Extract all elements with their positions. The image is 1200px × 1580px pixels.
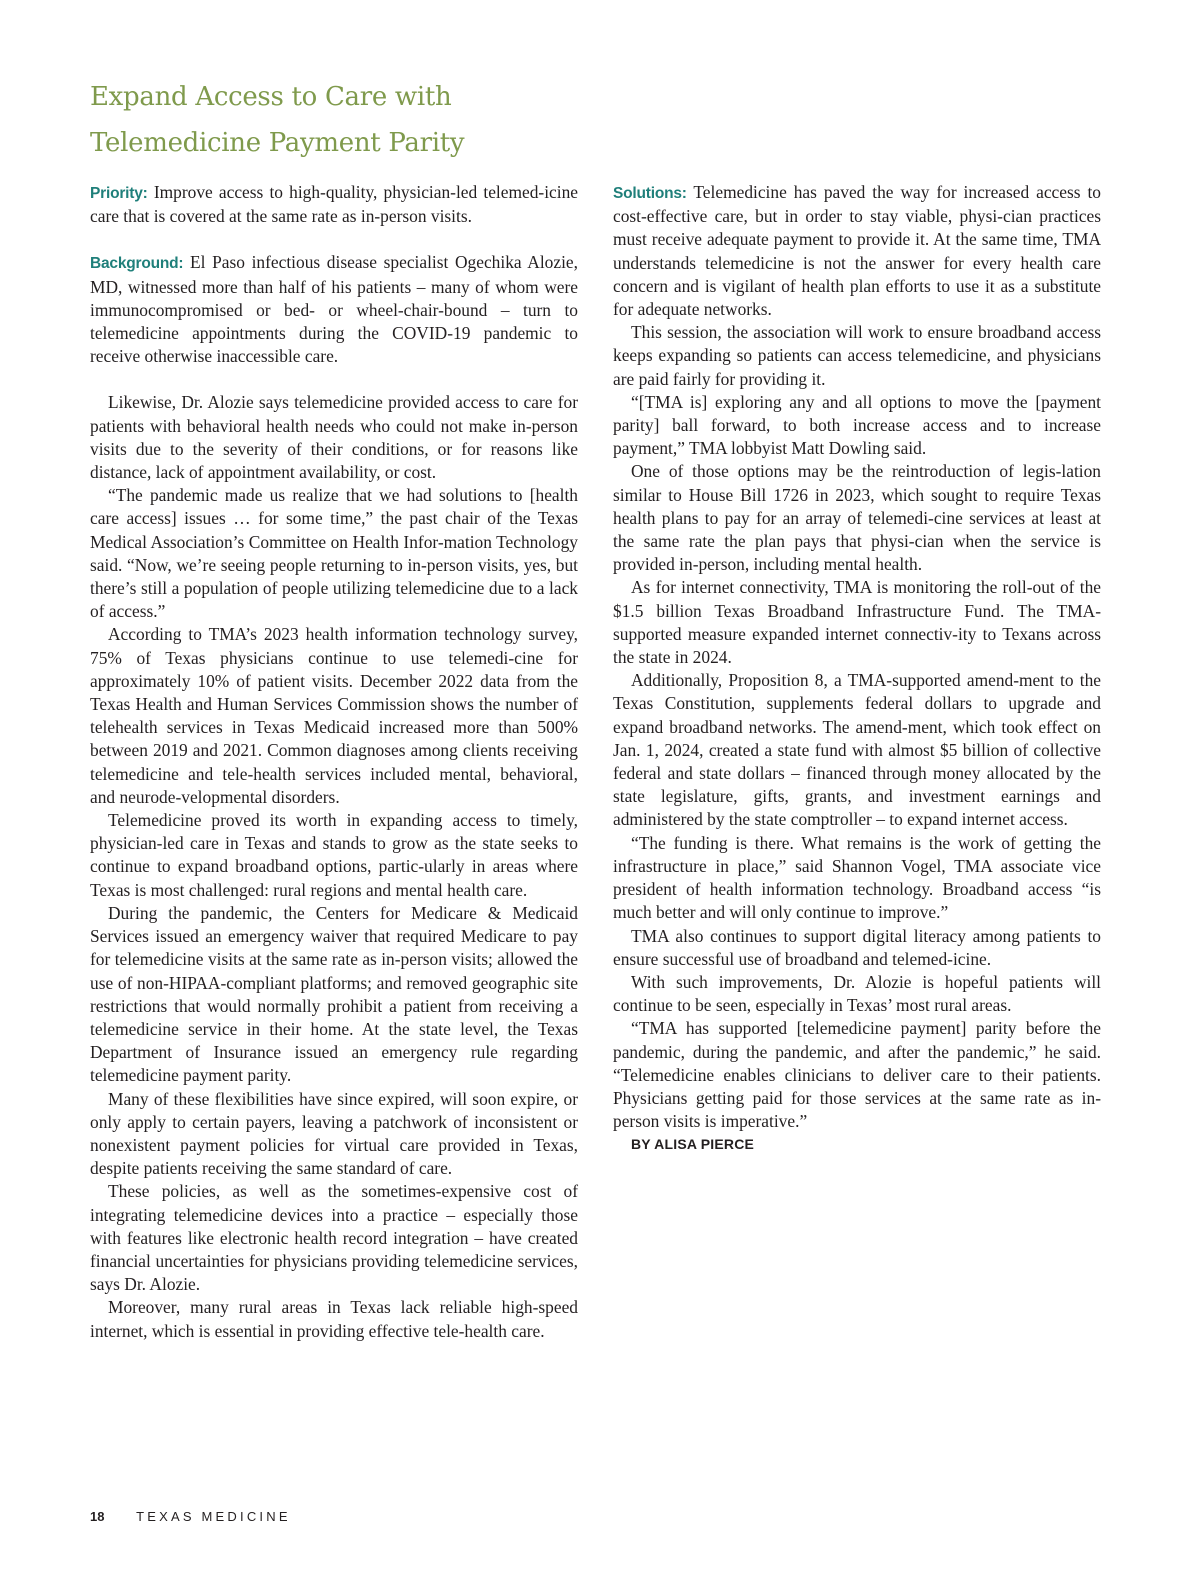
body-paragraph: “The pandemic made us realize that we had solutions to [health care access] issues … for some time,” the past chair of the Texas Medical Association’s Committee on Health Infor-mation Technology said. “Now, we’re seeing people returning to in-person visits, yes, but there’s still a population of people utilizing telemedicine due to a lack of access.” xyxy=(90,485,578,622)
body-paragraph: Likewise, Dr. Alozie says telemedicine provided access to care for patients with behavioral health needs who could not make in-person visits due to the severity of their conditions, or for reasons like distance, lack of appointment availability, or cost. xyxy=(90,392,578,483)
body-paragraph: “[TMA is] exploring any and all options to move the [payment parity] ball forward, to both increase access and to increase payment,” TMA lobbyist Matt Dowling said. xyxy=(613,391,1101,459)
body-paragraph: One of those options may be the reintroduction of legis-lation similar to House Bill 1726 in 2023, which sought to require Texas health plans to pay for an array of telemedi-cine services at least at the same rate the plan pays that physi-cian when the service is provided in-person, including mental health. xyxy=(613,461,1101,575)
body-paragraph: “TMA has supported [telemedicine payment] parity before the pandemic, during the pandemic, and after the pandemic,” he said. “Telemedicine enables clinicians to deliver care to their patients. Physicians getting paid for those services at the same rate as in-person visits is imperative.” xyxy=(613,1018,1101,1132)
right-column xyxy=(613,181,1101,1157)
priority-text: Improve access to high-quality, physician-led telemed-icine care that is covered at the same rate as in-person visits. xyxy=(90,182,578,227)
body-paragraph: During the pandemic, the Centers for Medicare & Medicaid Services issued an emergency waiver that required Medicare to pay for telemedicine visits at the same rate as in-person visits; allowed the use of non-HIPAA-compliant platforms; and removed geographic site restrictions that would normally prohibit a patient from receiving a telemedicine service in their home. At the state level, the Texas Department of Insurance issued an emergency rule regarding telemedicine payment parity. xyxy=(90,902,578,1086)
left-column xyxy=(90,181,578,1343)
publication-name: TEXAS MEDICINE xyxy=(136,1509,291,1524)
solutions-text: Telemedicine has paved the way for increased access to cost-effective care, but in order to stay viable, physi-cian practices must receive adequate payment to provide it. At the same time, TMA understands telemedicine is not the answer for every health care concern and is vigilant of health plan efforts to use it as a substitute for adequate networks. xyxy=(613,182,1101,320)
page-number: 18 xyxy=(90,1509,105,1524)
body-paragraph: “The funding is there. What remains is the work of getting the infrastructure in place,” said Shannon Vogel, TMA associate vice president of health information technology. Broadband access “is much better and will only continue to improve.” xyxy=(613,832,1101,923)
body-paragraph: Telemedicine proved its worth in expanding access to timely, physician-led care in Texas and stands to grow as the state seeks to continue to expand broadband options, partic-ularly in areas where Texas is most challenged: rural regions and mental health care. xyxy=(90,810,578,900)
body-paragraph: According to TMA’s 2023 health information technology survey, 75% of Texas physicians continue to use telemedi-cine for approximately 10% of patient visits. December 2022 data from the Texas Health and Human Services Commission shows the number of telehealth services in Texas Medicaid increased more than 500% between 2019 and 2021. Common diagnoses among clients receiving telemedicine and tele-health services included mental, behavioral, and neurode-velopmental disorders. xyxy=(90,624,578,807)
body-paragraph: TMA also continues to support digital literacy among patients to ensure successful use of broadband and telemed-icine. xyxy=(613,925,1101,969)
byline: BY ALISA PIERCE xyxy=(631,1136,755,1153)
solutions-paragraph xyxy=(613,181,1101,321)
body-paragraph: Additionally, Proposition 8, a TMA-supported amend-ment to the Texas Constitution, supplements federal dollars to upgrade and expand broadband networks. The amend-ment, which took effect on Jan. 1, 2024, created a state fund with almost $5 billion of collective federal and state dollars – financed through money allocated by the state legislature, gifts, grants, and investment earnings and administered by the state comptroller – to expand internet access. xyxy=(613,670,1101,830)
page-footer xyxy=(90,1509,291,1524)
background-label: Background: xyxy=(90,255,184,273)
body-paragraph: Many of these flexibilities have since expired, will soon expire, or only apply to certain payers, leaving a patchwork of inconsistent or nonexistent payment policies for virtual care provided in Texas, despite patients receiving the same standard of care. xyxy=(90,1088,578,1179)
article-title xyxy=(90,74,650,166)
solutions-label: Solutions: xyxy=(613,185,687,202)
body-paragraph: With such improvements, Dr. Alozie is hopeful patients will continue to be seen, especially in Texas’ most rural areas. xyxy=(613,971,1101,1016)
article-title-line-1: Expand Access to Care with xyxy=(90,82,452,112)
priority-label: Priority: xyxy=(90,185,148,202)
body-paragraph: This session, the association will work to ensure broadband access keeps expanding so patients can access telemedicine, and physicians are paid fairly for providing it. xyxy=(613,322,1101,389)
body-paragraph: These policies, as well as the sometimes-expensive cost of integrating telemedicine devices into a practice – especially those with features like electronic health record integration – have created financial uncertainties for physicians providing telemedicine services, says Dr. Alozie. xyxy=(90,1181,578,1295)
body-paragraph: Moreover, many rural areas in Texas lack reliable high-speed internet, which is essential in providing effective tele-health care. xyxy=(90,1297,578,1341)
priority-paragraph xyxy=(90,181,578,228)
background-paragraph xyxy=(90,251,578,368)
body-paragraph: As for internet connectivity, TMA is monitoring the roll-out of the $1.5 billion Texas Broadband Infrastructure Fund. The TMA-supported measure expanded internet connectiv-ity to Texans across the state in 2024. xyxy=(613,577,1101,668)
background-text: El Paso infectious disease specialist Ogechika Alozie, MD, witnessed more than half of his patients – many of whom were immunocompromised or bed- or wheel-chair-bound – turn to telemedicine appointments during the COVID-19 pandemic to receive otherwise inaccessible care. xyxy=(90,252,578,367)
article-title-line-2: Telemedicine Payment Parity xyxy=(90,128,465,158)
